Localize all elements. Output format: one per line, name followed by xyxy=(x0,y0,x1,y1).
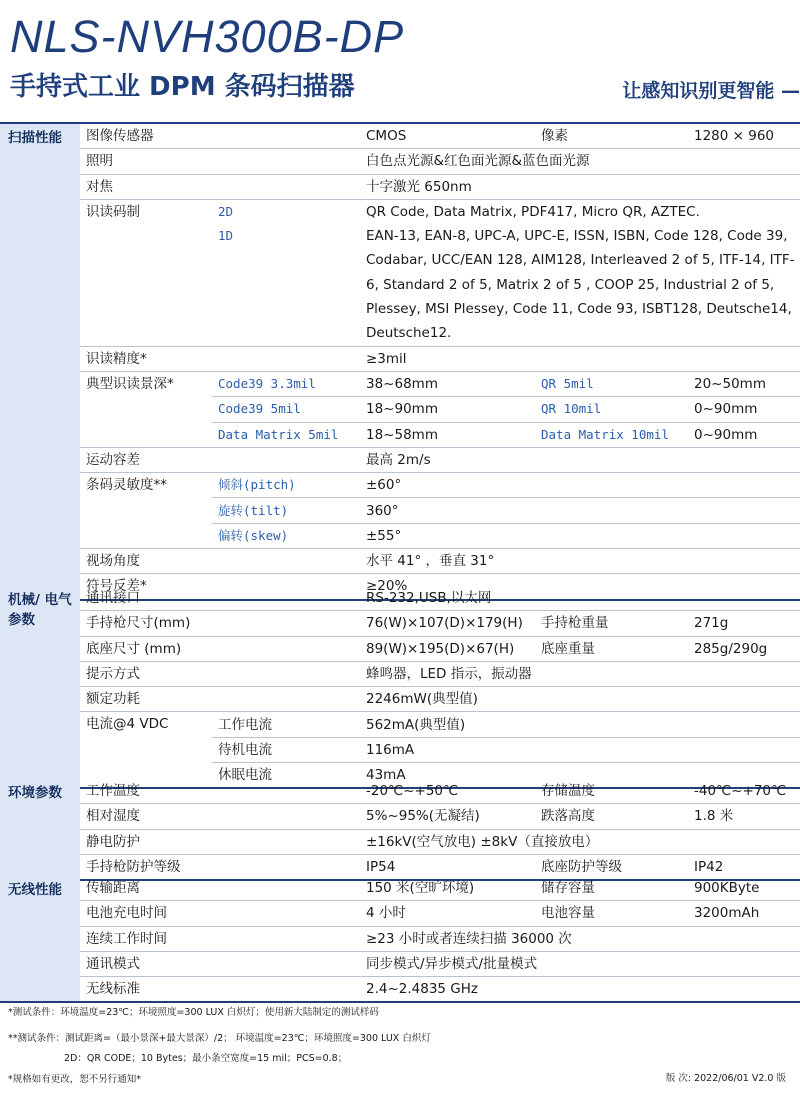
label-worktime: 连续工作时间 xyxy=(80,926,360,951)
label-motion: 运动容差 xyxy=(80,447,360,472)
row-focus xyxy=(0,174,800,199)
label-range: 传输距离 xyxy=(80,876,360,901)
slogan: 让感知识别更智能 — xyxy=(622,80,800,102)
value-pixels: 1280 × 960 xyxy=(688,123,800,149)
category-mech: 机械/ 电气参数 xyxy=(0,586,80,788)
label-notify: 提示方式 xyxy=(80,661,360,686)
sub2-dof-2: QR 10mil xyxy=(535,397,688,422)
value-humidity: 5%~95%(无凝结) xyxy=(360,804,535,829)
value-interface: RS-232,USB,以太网 xyxy=(360,586,800,611)
label-esd: 静电防护 xyxy=(80,829,360,854)
value-fov: 水平 41° ，垂直 31° xyxy=(360,549,800,574)
value-tilt: 360° xyxy=(360,498,800,523)
row-standard xyxy=(0,977,800,1003)
value-notify: 蜂鸣器，LED 指示，振动器 xyxy=(360,661,800,686)
sub2-dof-3: Data Matrix 10mil xyxy=(535,422,688,447)
value-sensor: CMOS xyxy=(360,123,535,149)
label-symbology: 识读码制 xyxy=(80,199,212,346)
label-illumination: 照明 xyxy=(80,149,360,174)
sub-2d: 2D xyxy=(218,204,234,220)
sub-pitch: 倾斜(pitch) xyxy=(212,473,360,498)
row-illumination xyxy=(0,149,800,174)
label-base-size: 底座尺寸 (mm) xyxy=(80,636,360,661)
label-charge: 电池充电时间 xyxy=(80,901,360,926)
row-size xyxy=(0,611,800,636)
value-precision: ≥3mil xyxy=(360,346,800,371)
value-size: 76(W)×107(D)×179(H) xyxy=(360,611,535,636)
value-storage: 900KByte xyxy=(688,876,800,901)
row-sensitivity-1 xyxy=(0,473,800,498)
value-standby-current: 116mA xyxy=(360,737,800,762)
sub-1d: 1D xyxy=(212,224,360,346)
note-2: **测试条件：测试距离=（最小景深+最大景深）/2； 环境温度=23℃；环境照度=300 LUX 白炽灯 xyxy=(8,1033,431,1044)
product-model: NLS-NVH300B-DP xyxy=(10,11,405,62)
row-sensor xyxy=(0,123,800,149)
row-notify xyxy=(0,661,800,686)
value-temp: -20℃~+50℃ xyxy=(360,779,535,804)
label-standard: 无线标准 xyxy=(80,977,360,1003)
value-dof-3: 18~58mm xyxy=(360,422,535,447)
sub-dof-3: Data Matrix 5mil xyxy=(212,422,360,447)
value-focus: 十字激光 650nm xyxy=(360,174,800,199)
row-worktime xyxy=(0,926,800,951)
value-weight: 271g xyxy=(688,611,800,636)
sub-work-current: 工作电流 xyxy=(212,712,360,737)
value-pitch: ±60° xyxy=(360,473,800,498)
row-base xyxy=(0,636,800,661)
sub-standby-current: 待机电流 xyxy=(212,737,360,762)
label-storage: 储存容量 xyxy=(535,876,688,901)
value-battery: 3200mAh xyxy=(688,901,800,926)
value-base-weight: 285g/290g xyxy=(688,636,800,661)
value2-dof-2: 0~90mm xyxy=(688,397,800,422)
value-contrast: ≥20% xyxy=(360,574,800,600)
value2-dof-3: 0~90mm xyxy=(688,422,800,447)
value-base-size: 89(W)×195(D)×67(H) xyxy=(360,636,535,661)
value-illumination: 白色点光源&红色面光源&蓝色面光源 xyxy=(360,149,800,174)
row-humidity xyxy=(0,804,800,829)
label-pixels: 像素 xyxy=(535,123,688,149)
sub-sleep-current: 休眠电流 xyxy=(212,763,360,789)
spec-table xyxy=(0,122,800,601)
row-symbology-2d xyxy=(0,199,800,224)
value2-dof-1: 20~50mm xyxy=(688,371,800,396)
label-precision: 识读精度* xyxy=(80,346,360,371)
row-dof-1 xyxy=(0,371,800,396)
note-3: 2D：QR CODE；10 Bytes；最小条空宽度=15 mil；PCS=0.8； xyxy=(64,1053,348,1064)
value-drop: 1.8 米 xyxy=(688,804,800,829)
spec-table-env xyxy=(0,779,800,881)
value-charge: 4 小时 xyxy=(360,901,535,926)
sub-dof-1: Code39 3.3mil xyxy=(212,371,360,396)
label-sensitivity: 条码灵敏度** xyxy=(80,473,212,549)
value-sleep-current: 43mA xyxy=(360,763,800,789)
label-power: 额定功耗 xyxy=(80,687,360,712)
value-motion: 最高 2m/s xyxy=(360,447,800,472)
label-temp: 工作温度 xyxy=(80,779,360,804)
value-range: 150 米(空旷环境) xyxy=(360,876,535,901)
value-dof-1: 38~68mm xyxy=(360,371,535,396)
label-sensor: 图像传感器 xyxy=(80,123,360,149)
row-precision xyxy=(0,346,800,371)
label-size: 手持枪尺寸(mm) xyxy=(80,611,360,636)
label-humidity: 相对湿度 xyxy=(80,804,360,829)
product-subtitle: 手持式工业 DPM 条码扫描器 xyxy=(10,72,355,102)
value-base-ip: IP42 xyxy=(688,854,800,880)
label-storage-temp: 存储温度 xyxy=(535,779,688,804)
label-interface: 通讯接口 xyxy=(80,586,360,611)
value-2d: QR Code, Data Matrix, PDF417, Micro QR, AZTEC. xyxy=(366,204,700,221)
sub2-dof-1: QR 5mil xyxy=(535,371,688,396)
sub-dof-2: Code39 5mil xyxy=(212,397,360,422)
value-work-current: 562mA(典型值) xyxy=(360,712,800,737)
category-scan: 扫描性能 xyxy=(0,123,80,600)
label-base-weight: 底座重量 xyxy=(535,636,688,661)
label-dof: 典型识读景深* xyxy=(80,371,212,447)
row-temp xyxy=(0,779,800,804)
spec-table-mech xyxy=(0,586,800,789)
sub-tilt: 旋转(tilt) xyxy=(212,498,360,523)
note-1: *测试条件：环境温度=23℃；环境照度=300 LUX 白炽灯；使用新大陆制定的测试样码 xyxy=(8,1007,379,1018)
value-ip: IP54 xyxy=(360,854,535,880)
sub-skew: 偏转(skew) xyxy=(212,523,360,548)
row-mode xyxy=(0,951,800,976)
value-mode: 同步模式/异步模式/批量模式 xyxy=(360,951,800,976)
label-drop: 跌落高度 xyxy=(535,804,688,829)
value-power: 2246mW(典型值) xyxy=(360,687,800,712)
label-base-ip: 底座防护等级 xyxy=(535,854,688,880)
row-interface xyxy=(0,586,800,611)
value-1d: EAN-13, EAN-8, UPC-A, UPC-E, ISSN, ISBN, Code 128, Code 39, Codabar, UCC/EAN 128, AIM128, Interleaved 2 of 5, ITF-14, ITF-6, Standard 2 of 5, Matrix 2 of 5 , COOP 25, Industrial 2 of 5, Plessey, MSI Plessey, Code 11, Code 93, ISBT128, Deutsche14, Deutsche12. xyxy=(360,224,800,346)
value-worktime: ≥23 小时或者连续扫描 36000 次 xyxy=(360,926,800,951)
label-ip: 手持枪防护等级 xyxy=(80,854,360,880)
label-focus: 对焦 xyxy=(80,174,360,199)
category-wireless: 无线性能 xyxy=(0,876,80,1002)
row-range xyxy=(0,876,800,901)
value-storage-temp: -40℃~+70℃ xyxy=(688,779,800,804)
label-weight: 手持枪重量 xyxy=(535,611,688,636)
label-contrast: 符号反差* xyxy=(80,574,360,600)
value-esd: ±16kV(空气放电) ±8kV（直接放电） xyxy=(360,829,800,854)
value-skew: ±55° xyxy=(360,523,800,548)
version-note: 版 次: 2022/06/01 V2.0 版 xyxy=(665,1073,786,1084)
row-esd xyxy=(0,829,800,854)
row-current-1 xyxy=(0,712,800,737)
row-power xyxy=(0,687,800,712)
value-dof-2: 18~90mm xyxy=(360,397,535,422)
spec-table-wireless xyxy=(0,876,800,1003)
note-4: *规格如有更改，恕不另行通知* xyxy=(8,1074,142,1085)
label-fov: 视场角度 xyxy=(80,549,360,574)
row-charge xyxy=(0,901,800,926)
category-env: 环境参数 xyxy=(0,779,80,880)
label-mode: 通讯模式 xyxy=(80,951,360,976)
value-standard: 2.4~2.4835 GHz xyxy=(360,977,800,1003)
row-motion xyxy=(0,447,800,472)
label-current: 电流@4 VDC xyxy=(80,712,212,788)
label-battery: 电池容量 xyxy=(535,901,688,926)
row-fov xyxy=(0,549,800,574)
